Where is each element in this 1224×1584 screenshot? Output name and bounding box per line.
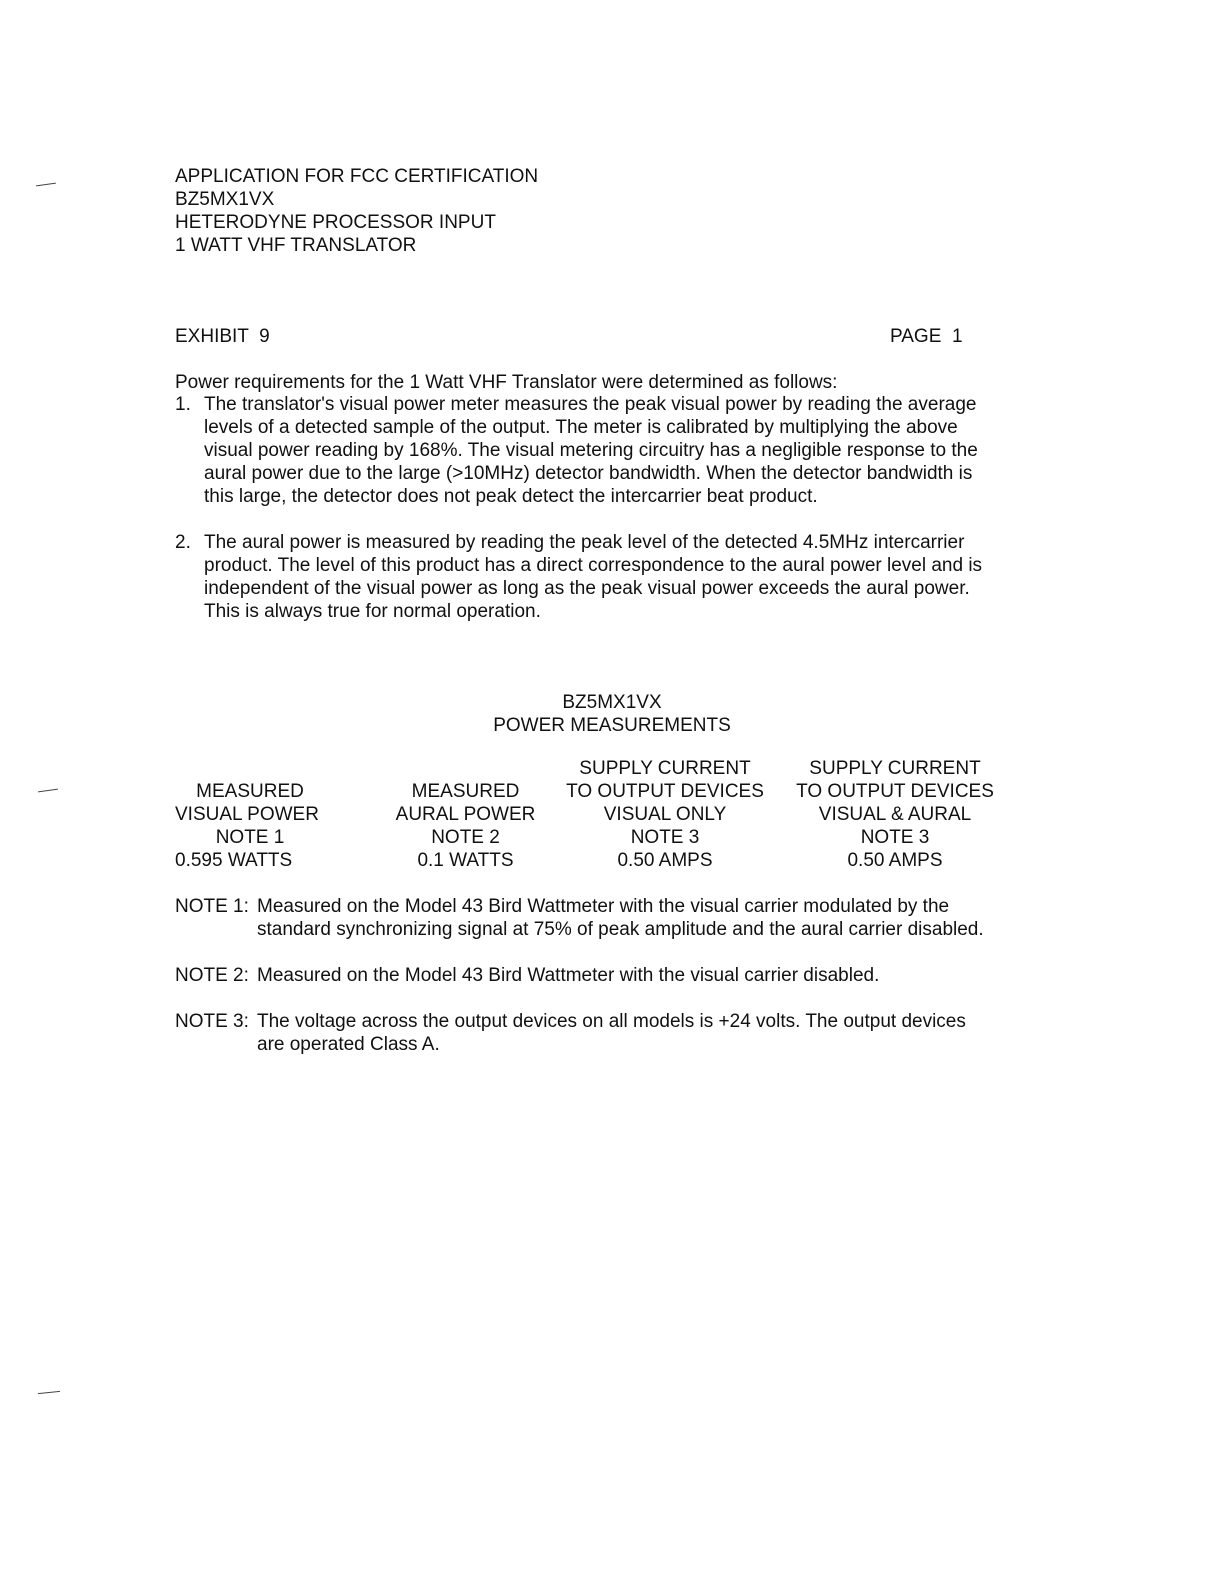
- list-item-2: [175, 531, 1055, 623]
- column-header-line-2: TO OUTPUT DEVICES: [796, 781, 994, 802]
- column-header-line-3: AURAL POWER: [395, 804, 536, 825]
- note-3: [175, 1010, 1075, 1056]
- intro-paragraph: Power requirements for the 1 Watt VHF Translator were determined as follows:: [175, 372, 838, 393]
- column-header-line-1: SUPPLY CURRENT: [809, 758, 981, 779]
- column-header-line-3: VISUAL POWER: [175, 804, 319, 825]
- note-line: Measured on the Model 43 Bird Wattmeter with the visual carrier modulated by the: [257, 896, 950, 917]
- scan-mark-bottom: [38, 1391, 60, 1394]
- note-line: The voltage across the output devices on all models is +24 volts. The output devices: [257, 1011, 966, 1032]
- column-header-line-1: [388, 757, 543, 780]
- note-line: standard synchronizing signal at 75% of peak amplitude and the aural carrier disabled.: [257, 919, 984, 940]
- header-line-2: BZ5MX1VX: [175, 189, 275, 210]
- column-value: 0.595 WATTS: [175, 850, 293, 871]
- column-note: NOTE 1: [215, 827, 285, 848]
- column-note: NOTE 3: [630, 827, 700, 848]
- list-item-line: visual power reading by 168%. The visual metering circuitry has a negligible response to the: [204, 440, 978, 461]
- column-header-line-3: VISUAL & AURAL: [818, 804, 972, 825]
- list-item-line: The translator's visual power meter measures the peak visual power by reading the average: [204, 394, 977, 415]
- table-column-supply-visual-aural: [780, 757, 1010, 872]
- column-value: 0.50 AMPS: [847, 850, 943, 871]
- document-header: [175, 165, 538, 257]
- table-title-model: BZ5MX1VX: [562, 692, 662, 713]
- list-item-number: 1.: [175, 394, 191, 415]
- list-item-line: independent of the visual power as long as the peak visual power exceeds the aural power.: [204, 578, 970, 599]
- scan-mark-middle: [38, 789, 58, 793]
- scan-mark-top: [36, 183, 56, 187]
- list-item-number: 2.: [175, 532, 191, 553]
- table-column-aural-power: [388, 757, 543, 872]
- list-item-line: product. The level of this product has a direct correspondence to the aural power level and is: [204, 555, 983, 576]
- column-value: 0.50 AMPS: [617, 850, 713, 871]
- list-item-line: This is always true for normal operation.: [204, 601, 541, 622]
- list-item-1: [175, 393, 1055, 508]
- note-2: [175, 964, 1075, 987]
- table-title: [300, 691, 924, 737]
- table-column-visual-power: [175, 757, 325, 872]
- note-label: NOTE 1:: [175, 896, 249, 917]
- column-header-line-1: SUPPLY CURRENT: [579, 758, 751, 779]
- page-number: PAGE 1: [890, 326, 963, 347]
- column-header-line-2: MEASURED: [196, 781, 304, 802]
- column-note: NOTE 3: [860, 827, 930, 848]
- column-header-line-1: [175, 757, 325, 780]
- column-header-line-2: MEASURED: [411, 781, 520, 802]
- column-header-line-2: TO OUTPUT DEVICES: [566, 781, 764, 802]
- list-item-line: aural power due to the large (>10MHz) detector bandwidth. When the detector bandwidth is: [204, 463, 973, 484]
- list-item-line: this large, the detector does not peak detect the intercarrier beat product.: [204, 486, 818, 507]
- exhibit-label: EXHIBIT 9: [175, 326, 270, 347]
- list-item-line: levels of a detected sample of the output. The meter is calibrated by multiplying the above: [204, 417, 958, 438]
- note-line: are operated Class A.: [257, 1034, 440, 1055]
- table-column-supply-visual: [560, 757, 770, 872]
- column-note: NOTE 2: [431, 827, 500, 848]
- header-line-4: 1 WATT VHF TRANSLATOR: [175, 235, 417, 256]
- column-value: 0.1 WATTS: [417, 850, 514, 871]
- note-1: [175, 895, 1075, 941]
- notes-section: [175, 895, 1075, 1056]
- note-label: NOTE 2:: [175, 965, 249, 986]
- header-line-1: APPLICATION FOR FCC CERTIFICATION: [175, 166, 539, 187]
- column-header-line-3: VISUAL ONLY: [603, 804, 727, 825]
- note-line: Measured on the Model 43 Bird Wattmeter with the visual carrier disabled.: [257, 965, 880, 986]
- table-title-caption: POWER MEASUREMENTS: [493, 715, 731, 736]
- header-line-3: HETERODYNE PROCESSOR INPUT: [175, 212, 496, 233]
- requirements-list: [175, 393, 1055, 623]
- list-item-line: The aural power is measured by reading the peak level of the detected 4.5MHz intercarrier: [204, 532, 965, 553]
- note-label: NOTE 3:: [175, 1011, 249, 1032]
